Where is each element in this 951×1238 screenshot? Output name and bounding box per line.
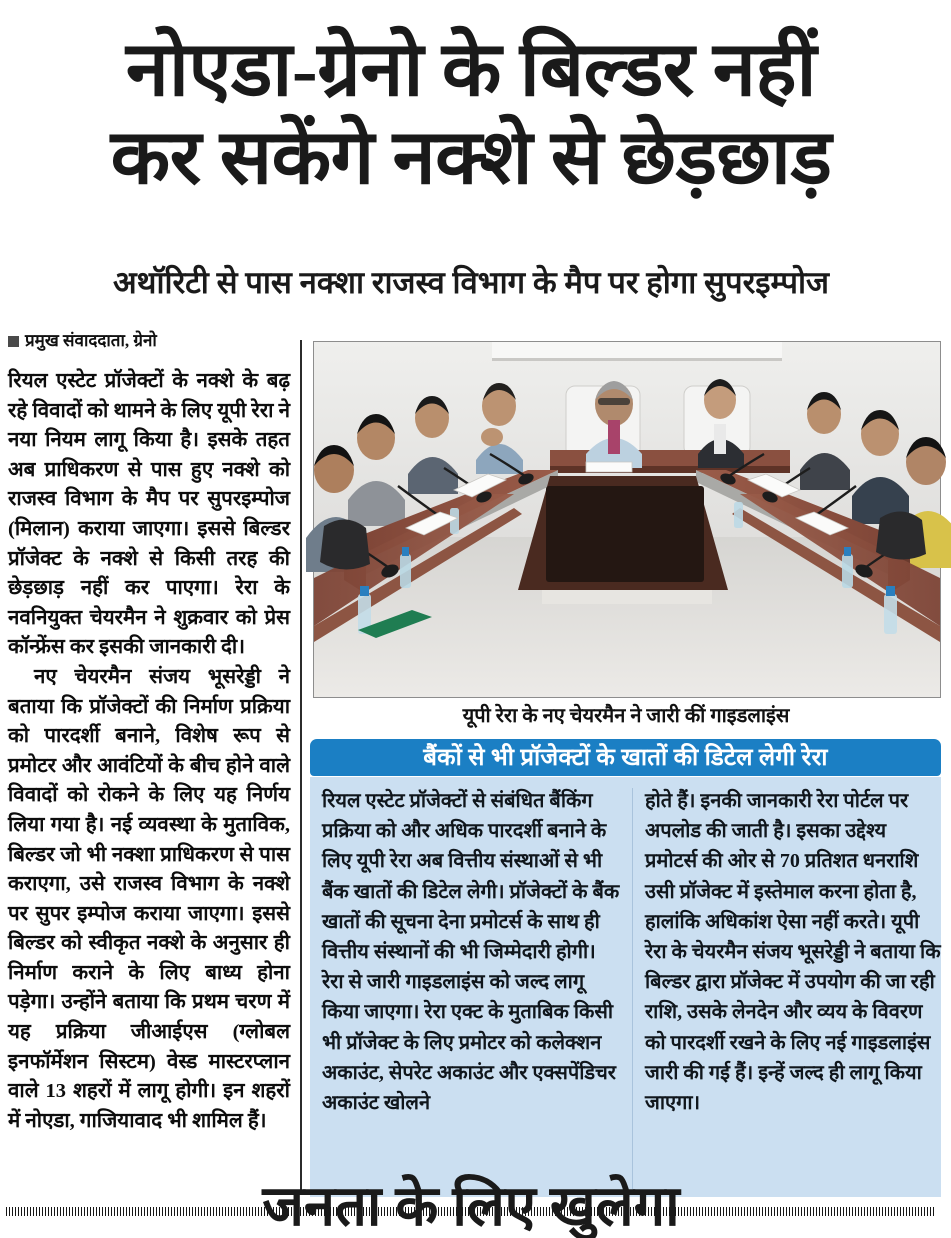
- next-article-headline-peek: जनता के लिए खुलेगा: [262, 1176, 680, 1238]
- blue-box-column-right: [645, 786, 943, 1191]
- blue-box-column-divider: [632, 788, 633, 1189]
- blue-highlight-box: [310, 739, 941, 1197]
- next-article-peek: [0, 1176, 942, 1238]
- headline-line-2: कर सकेंगे नक्शे से छेड़छाड़: [110, 116, 832, 200]
- blue-box-header-text: बैंकों से भी प्रॉजेक्टों के खातों की डिटेल लेगी रेरा: [423, 744, 828, 771]
- article-paragraph: रियल एस्टेट प्रॉजेक्टों के नक्शे के बढ़ रहे विवादों को थामने के लिए यूपी रेरा ने नया नियम लागू किया है। इसके तहत अब प्राधिकरण से पास हुए नक्शे को राजस्व विभाग के मैप पर सुपरइम्पोज (मिलान) कराया जाएगा। इससे बिल्डर प्रॉजेक्ट के नक्शे से किसी तरह की छेड़छाड़ नहीं कर पाएगा। रेरा के नवनियुक्त चेयरमैन ने शुक्रवार को प्रेस कॉन्फ्रेंस कर इसकी जानकारी दी।: [8, 370, 290, 659]
- column-divider-rule: [300, 340, 302, 1190]
- byline-bullet-icon: [8, 336, 19, 347]
- press-conference-photo: [313, 341, 941, 698]
- blue-box-header: [310, 739, 941, 776]
- blue-box-paragraph: रियल एस्टेट प्रॉजेक्टों से संबंधित बैंकिंग प्रक्रिया को और अधिक पारदर्शी बनाने के लिए यूपी रेरा अब वित्तीय संस्थाओं से भी बैंक खातों की डिटेल लेगी। प्रॉजेक्टों के बैंक खातों की सूचना देना प्रमोटर्स के साथ ही वित्तीय संस्थानों की भी जिम्मेदारी होगी। रेरा से जारी गाइडलाइंस को जल्द लागू किया जाएगा। रेरा एक्ट के मुताबिक किसी भी प्रॉजेक्ट के लिए प्रमोटर को कलेक्शन अकाउंट, सेपरेट अकाउंट और एक्सपेंडिचर अकाउंट खोलने: [322, 790, 620, 1115]
- headline-block: [0, 28, 942, 200]
- blue-box-column-left: [322, 786, 620, 1191]
- byline-text: प्रमुख संवाददाता, ग्रेनो: [25, 331, 157, 350]
- headline-line-1: नोएडा-ग्रेनो के बिल्डर नहीं: [125, 28, 817, 112]
- photo-caption: यूपी रेरा के नए चेयरमैन ने जारी कीं गाइडलाइंस: [462, 705, 790, 727]
- byline: [8, 331, 290, 351]
- subheadline: अथॉरिटी से पास नक्शा राजस्व विभाग के मैप पर होगा सुपरइम्पोज: [112, 265, 830, 300]
- left-article-column: [8, 331, 290, 1197]
- blue-box-body: [310, 777, 941, 1197]
- blue-box-paragraph: होते हैं। इनकी जानकारी रेरा पोर्टल पर अपलोड की जाती है। इसका उद्देश्य प्रमोटर्स की ओर से 70 प्रतिशत धनराशि उसी प्रॉजेक्ट में इस्तेमाल करना होता है, हालांकि अधिकांश ऐसा नहीं करते। यूपी रेरा के चेयरमैन संजय भूसरेड्डी ने बताया कि बिल्डर द्वारा प्रॉजेक्ट में उपयोग की जा रही राशि, उसके लेनदेन और व्यय के विवरण को पारदर्शी रखने के लिए नई गाइडलाइंस जारी की गई हैं। इन्हें जल्द ही लागू किया जाएगा।: [645, 790, 941, 1115]
- article-paragraph: नए चेयरमैन संजय भूसरेड्डी ने बताया कि प्रॉजेक्टों की निर्माण प्रक्रिया को पारदर्शी बनाने, विशेष रूप से प्रमोटर और आवंटियों के बीच होने वाले विवादों को रोकने के लिए यह निर्णय लिया गया है। नई व्यवस्था के मुताविक, बिल्डर जो भी नक्शा प्राधिकरण से पास कराएगा, उसे राजस्व विभाग के नक्शे पर सुपर इम्पोज कराया जाएगा। इससे बिल्डर को स्वीकृत नक्शे के अनुसार ही निर्माण कराने के लिए बाध्य होना पड़ेगा। उन्होंने बताया कि प्रथम चरण में यह प्रक्रिया जीआईएस (ग्लोबल इनफॉर्मेशन सिस्टम) वेस्ड मास्टरप्लान वाले 13 शहरों में लागू होगी। इन शहरों में नोएडा, गाजियावाद भी शामिल हैं।: [8, 665, 290, 1132]
- photo-illustration: [314, 342, 940, 697]
